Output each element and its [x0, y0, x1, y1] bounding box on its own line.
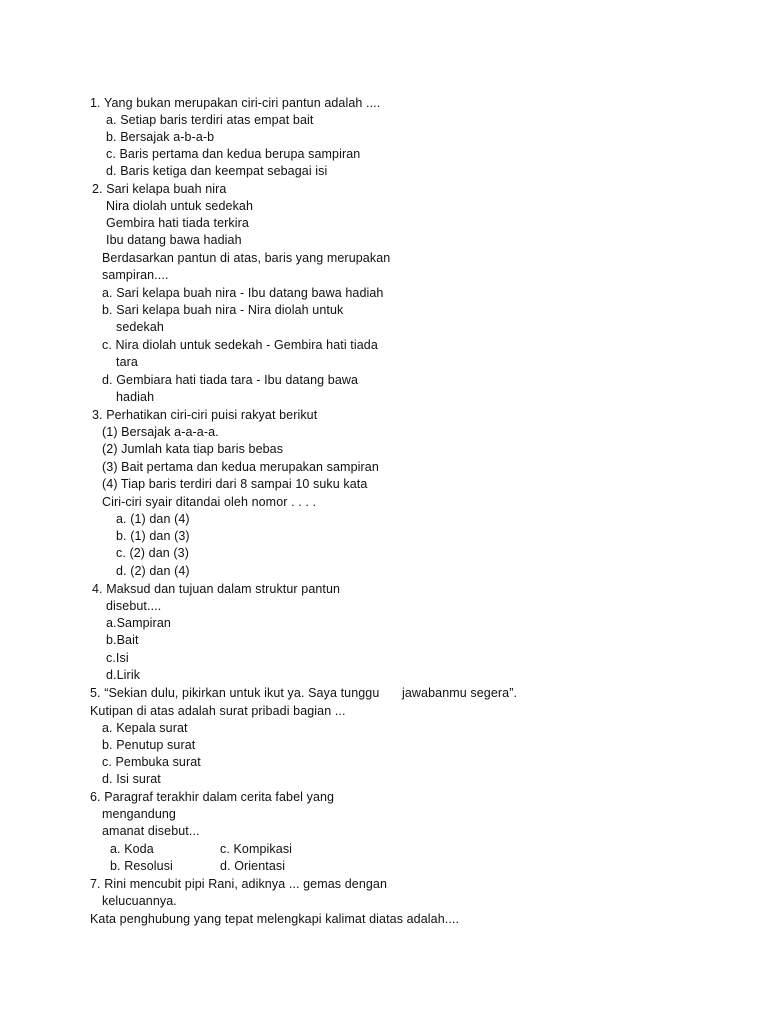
text-line: (4) Tiap baris terdiri dari 8 sampai 10 suku kata [102, 477, 368, 491]
text-line: c. (2) dan (3) [116, 546, 189, 560]
text-line: 4. Maksud dan tujuan dalam struktur pantun [92, 582, 341, 596]
text-line: b. Bersajak a-b-a-b [106, 130, 215, 144]
text-line: a. Setiap baris terdiri atas empat bait [106, 113, 314, 127]
text-line: hadiah [116, 390, 155, 404]
text-line: mengandung [102, 807, 176, 821]
text-line: b. Sari kelapa buah nira - Nira diolah untuk [102, 303, 344, 317]
text-line: 6. Paragraf terakhir dalam cerita fabel yang [90, 790, 335, 804]
text-line: d. Orientasi [220, 859, 286, 873]
text-line: Ibu datang bawa hadiah [106, 233, 242, 247]
text-line: (2) Jumlah kata tiap baris bebas [102, 442, 284, 456]
text-line: sampiran.... [102, 268, 169, 282]
text-line: 5. “Sekian dulu, pikirkan untuk ikut ya. Saya tunggu [90, 686, 380, 700]
text-line: d. Baris ketiga dan keempat sebagai isi [106, 164, 328, 178]
text-line: kelucuannya. [102, 894, 177, 908]
text-line: Kutipan di atas adalah surat pribadi bagian ... [90, 704, 346, 718]
text-line: (1) Bersajak a-a-a-a. [102, 425, 219, 439]
text-line: c.Isi [106, 651, 129, 665]
text-line: d. Isi surat [102, 772, 161, 786]
text-line: 2. Sari kelapa buah nira [92, 182, 227, 196]
text-line: d.Lirik [106, 668, 141, 682]
text-line: (3) Bait pertama dan kedua merupakan sampiran [102, 460, 379, 474]
text-line: d. Gembiara hati tiada tara - Ibu datang bawa [102, 373, 359, 387]
text-line: b. (1) dan (3) [116, 529, 190, 543]
text-line: b. Penutup surat [102, 738, 196, 752]
text-line: a.Sampiran [106, 616, 171, 630]
text-line: 3. Perhatikan ciri-ciri puisi rakyat berikut [92, 408, 318, 422]
text-line: 7. Rini mencubit pipi Rani, adiknya ... gemas dengan [90, 877, 388, 891]
text-line: a. Sari kelapa buah nira - Ibu datang bawa hadiah [102, 286, 384, 300]
text-line: d. (2) dan (4) [116, 564, 190, 578]
text-line: c. Pembuka surat [102, 755, 201, 769]
text-line: c. Kompikasi [220, 842, 293, 856]
text-line: b.Bait [106, 633, 139, 647]
text-line: a. (1) dan (4) [116, 512, 190, 526]
text-line: c. Baris pertama dan kedua berupa sampiran [106, 147, 361, 161]
text-line: Gembira hati tiada terkira [106, 216, 249, 230]
text-line: a. Kepala surat [102, 721, 188, 735]
text-line: disebut.... [106, 599, 162, 613]
text-line: Nira diolah untuk sedekah [106, 199, 254, 213]
text-line: tara [116, 355, 138, 369]
text-line: sedekah [116, 320, 164, 334]
text-line: Berdasarkan pantun di atas, baris yang merupakan [102, 251, 391, 265]
text-line: Kata penghubung yang tepat melengkapi kalimat diatas adalah.... [90, 912, 460, 926]
text-line: b. Resolusi [110, 859, 173, 873]
text-line: jawabanmu segera”. [402, 686, 518, 700]
text-line: Ciri-ciri syair ditandai oleh nomor . . . . [102, 495, 317, 509]
text-line: 1. Yang bukan merupakan ciri-ciri pantun adalah .... [90, 96, 381, 110]
text-line: c. Nira diolah untuk sedekah - Gembira hati tiada [102, 338, 378, 352]
text-line: a. Koda [110, 842, 154, 856]
text-line: amanat disebut... [102, 824, 200, 838]
